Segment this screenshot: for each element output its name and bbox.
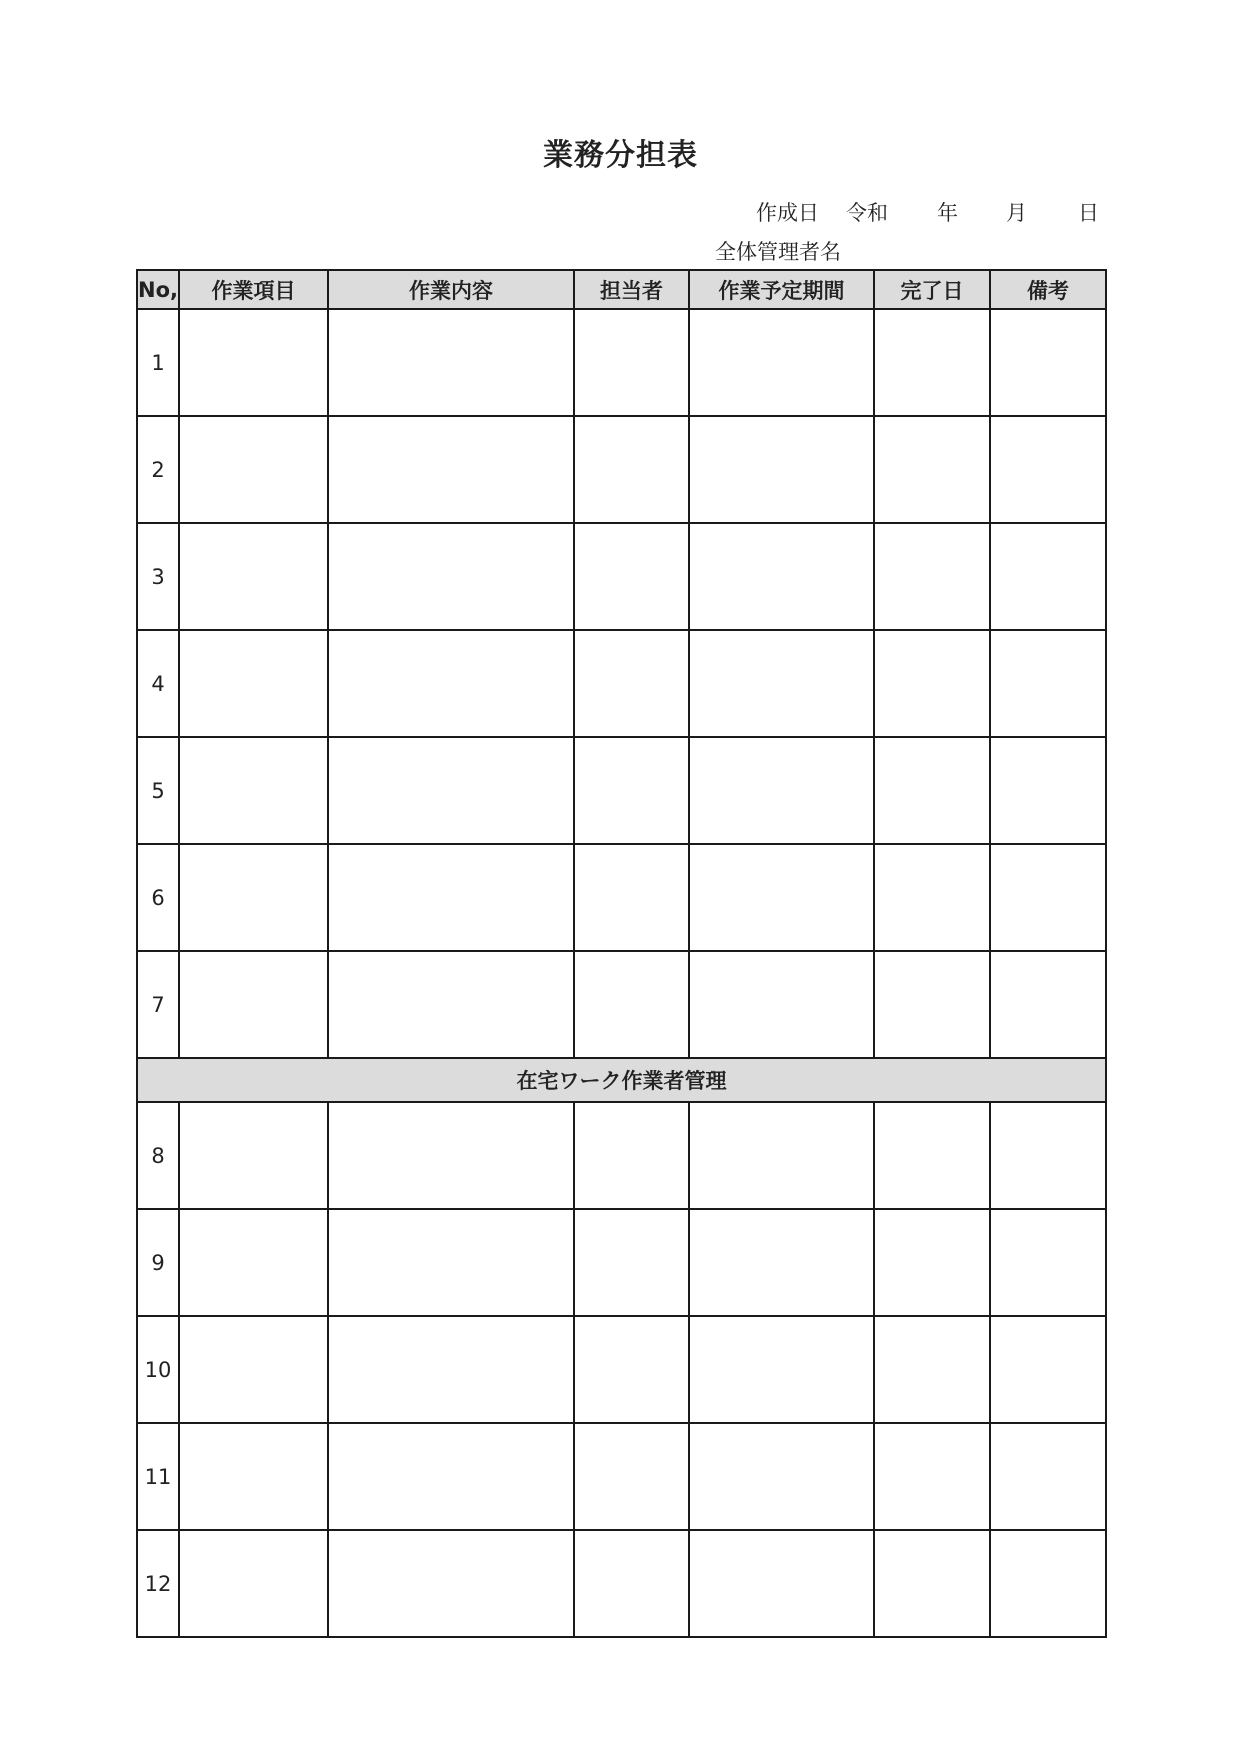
task-item-cell[interactable] (179, 1530, 328, 1637)
remarks-cell[interactable] (990, 1423, 1106, 1530)
assignee-cell[interactable] (574, 416, 689, 523)
row-number: 3 (137, 523, 179, 630)
scheduled-period-cell[interactable] (689, 523, 874, 630)
task-content-cell[interactable] (328, 309, 574, 416)
task-content-cell[interactable] (328, 630, 574, 737)
remarks-cell[interactable] (990, 1102, 1106, 1209)
row-number: 12 (137, 1530, 179, 1637)
task-item-cell[interactable] (179, 523, 328, 630)
completion-date-cell[interactable] (874, 1423, 990, 1530)
header-assignee: 担当者 (574, 270, 689, 309)
scheduled-period-cell[interactable] (689, 1209, 874, 1316)
scheduled-period-cell[interactable] (689, 309, 874, 416)
assignee-cell[interactable] (574, 630, 689, 737)
completion-date-cell[interactable] (874, 844, 990, 951)
table-row (137, 416, 1106, 523)
table-row (137, 1530, 1106, 1637)
table-row (137, 309, 1106, 416)
completion-date-cell[interactable] (874, 951, 990, 1058)
completion-date-cell[interactable] (874, 1316, 990, 1423)
scheduled-period-cell[interactable] (689, 630, 874, 737)
table-row (137, 523, 1106, 630)
task-item-cell[interactable] (179, 309, 328, 416)
row-number: 8 (137, 1102, 179, 1209)
task-item-cell[interactable] (179, 1102, 328, 1209)
page-title: 業務分担表 (543, 138, 698, 173)
remarks-cell[interactable] (990, 951, 1106, 1058)
row-number: 2 (137, 416, 179, 523)
remote-work-section-header: 在宅ワーク作業者管理 (137, 1058, 1106, 1102)
assignee-cell[interactable] (574, 1530, 689, 1637)
completion-date-cell[interactable] (874, 630, 990, 737)
task-assignment-table (136, 269, 1107, 1638)
task-item-cell[interactable] (179, 737, 328, 844)
scheduled-period-cell[interactable] (689, 416, 874, 523)
header-remarks: 備考 (990, 270, 1106, 309)
era-label: 令和 (846, 201, 888, 225)
assignee-cell[interactable] (574, 844, 689, 951)
row-number: 1 (137, 309, 179, 416)
remarks-cell[interactable] (990, 416, 1106, 523)
task-item-cell[interactable] (179, 1316, 328, 1423)
day-unit: 日 (1078, 201, 1099, 225)
remarks-cell[interactable] (990, 309, 1106, 416)
completion-date-cell[interactable] (874, 416, 990, 523)
assignee-cell[interactable] (574, 1316, 689, 1423)
task-content-cell[interactable] (328, 1102, 574, 1209)
task-item-cell[interactable] (179, 416, 328, 523)
task-item-cell[interactable] (179, 844, 328, 951)
header-task-item: 作業項目 (179, 270, 328, 309)
task-item-cell[interactable] (179, 1423, 328, 1530)
completion-date-cell[interactable] (874, 1530, 990, 1637)
scheduled-period-cell[interactable] (689, 1102, 874, 1209)
table-row (137, 1102, 1106, 1209)
row-number: 7 (137, 951, 179, 1058)
remarks-cell[interactable] (990, 1316, 1106, 1423)
scheduled-period-cell[interactable] (689, 1530, 874, 1637)
assignee-cell[interactable] (574, 1423, 689, 1530)
task-content-cell[interactable] (328, 737, 574, 844)
completion-date-cell[interactable] (874, 1209, 990, 1316)
remarks-cell[interactable] (990, 1209, 1106, 1316)
overall-manager-label: 全体管理者名 (715, 240, 841, 264)
assignee-cell[interactable] (574, 523, 689, 630)
assignee-cell[interactable] (574, 737, 689, 844)
row-number: 10 (137, 1316, 179, 1423)
scheduled-period-cell[interactable] (689, 737, 874, 844)
completion-date-cell[interactable] (874, 523, 990, 630)
task-item-cell[interactable] (179, 1209, 328, 1316)
task-content-cell[interactable] (328, 951, 574, 1058)
task-content-cell[interactable] (328, 1423, 574, 1530)
row-number: 6 (137, 844, 179, 951)
header-no: No, (137, 270, 179, 309)
remarks-cell[interactable] (990, 523, 1106, 630)
remarks-cell[interactable] (990, 1530, 1106, 1637)
header-task-content: 作業内容 (328, 270, 574, 309)
task-content-cell[interactable] (328, 1316, 574, 1423)
table-row (137, 1423, 1106, 1530)
scheduled-period-cell[interactable] (689, 1423, 874, 1530)
table-row (137, 1316, 1106, 1423)
task-content-cell[interactable] (328, 1209, 574, 1316)
assignee-cell[interactable] (574, 951, 689, 1058)
table-row (137, 1209, 1106, 1316)
task-content-cell[interactable] (328, 1530, 574, 1637)
completion-date-cell[interactable] (874, 737, 990, 844)
section-row (137, 1058, 1106, 1102)
header-row (137, 270, 1106, 309)
table-row (137, 951, 1106, 1058)
remarks-cell[interactable] (990, 844, 1106, 951)
month-unit: 月 (1006, 201, 1027, 225)
row-number: 11 (137, 1423, 179, 1530)
task-content-cell[interactable] (328, 523, 574, 630)
creation-date-label: 作成日 (756, 201, 819, 225)
assignee-cell[interactable] (574, 1102, 689, 1209)
completion-date-cell[interactable] (874, 1102, 990, 1209)
task-item-cell[interactable] (179, 630, 328, 737)
remarks-cell[interactable] (990, 630, 1106, 737)
completion-date-cell[interactable] (874, 309, 990, 416)
task-content-cell[interactable] (328, 416, 574, 523)
table-row (137, 737, 1106, 844)
task-content-cell[interactable] (328, 844, 574, 951)
task-item-cell[interactable] (179, 951, 328, 1058)
remarks-cell[interactable] (990, 737, 1106, 844)
header-completion-date: 完了日 (874, 270, 990, 309)
row-number: 5 (137, 737, 179, 844)
header-scheduled-period: 作業予定期間 (689, 270, 874, 309)
year-unit: 年 (937, 201, 958, 225)
table-row (137, 844, 1106, 951)
table-row (137, 630, 1106, 737)
assignee-cell[interactable] (574, 309, 689, 416)
assignee-cell[interactable] (574, 1209, 689, 1316)
row-number: 9 (137, 1209, 179, 1316)
scheduled-period-cell[interactable] (689, 1316, 874, 1423)
scheduled-period-cell[interactable] (689, 951, 874, 1058)
creation-date-line (0, 197, 1241, 227)
scheduled-period-cell[interactable] (689, 844, 874, 951)
row-number: 4 (137, 630, 179, 737)
